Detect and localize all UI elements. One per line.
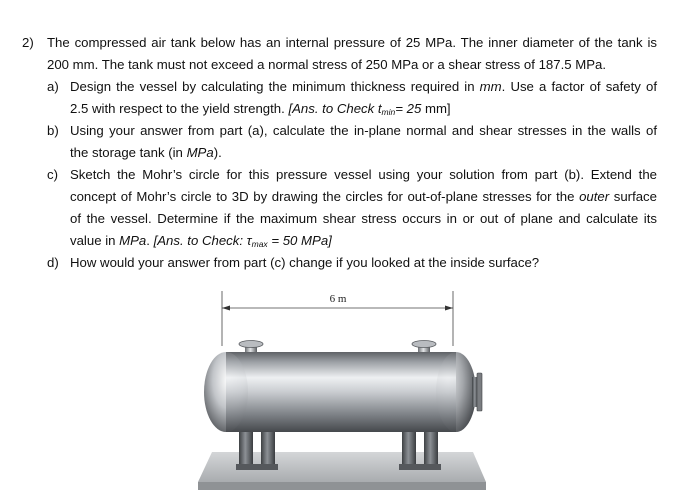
dimension-label: 6 m xyxy=(329,293,347,305)
part-d-line-1: How would your answer from part (c) change if you looked at the inside surface? xyxy=(70,255,540,270)
problem-number: 2) xyxy=(22,35,34,50)
part-b-line-1: Using your answer from part (a), calculate the in-plane normal and shear stresses in the walls of xyxy=(70,123,657,138)
tank-shell xyxy=(204,352,476,432)
part-c-line-1: Sketch the Mohr’s circle for this pressure vessel using your solution from part (b). Extend the xyxy=(70,167,657,182)
pressure-vessel-figure xyxy=(190,286,490,492)
part-a-line-1: Design the vessel by calculating the minimum thickness required in mm. Use a factor of safety of xyxy=(70,79,657,94)
part-c-line-4: value in MPa. [Ans. to Check: $\tau_{max} = 50$ MPa] xyxy=(70,233,332,249)
intro-line-1: The compressed air tank below has an internal pressure of 25 MPa. The inner diameter of the tank is xyxy=(47,35,657,50)
end-flange xyxy=(472,373,482,411)
part-b-line-2: the storage tank (in MPa). xyxy=(70,145,222,160)
part-c-answer-check: [Ans. to Check: $\tau_{max} = 50$ MPa] xyxy=(153,233,332,249)
part-a-label: a) xyxy=(47,79,59,94)
part-c-line-3: of the vessel. Determine if the maximum shear stress occurs in or out of plane and calculate its xyxy=(70,211,657,226)
part-b-label: b) xyxy=(47,123,59,138)
part-d-label: d) xyxy=(47,255,59,270)
intro-line-2: 200 mm. The tank must not exceed a normal stress of 250 MPa or a shear stress of 187.5 MPa. xyxy=(47,57,607,72)
part-c-label: c) xyxy=(47,167,58,182)
part-c-line-2: concept of Mohr’s circle to 3D by drawing the circles for out-of-plane stresses for the outer surface xyxy=(70,189,657,204)
part-a-answer-check: [Ans. to Check $t_{min}= 25$ xyxy=(288,101,425,117)
part-a-line-2: 2.5 with respect to the yield strength. [Ans. to Check $t_{min}= 25$ mm] xyxy=(70,101,451,117)
